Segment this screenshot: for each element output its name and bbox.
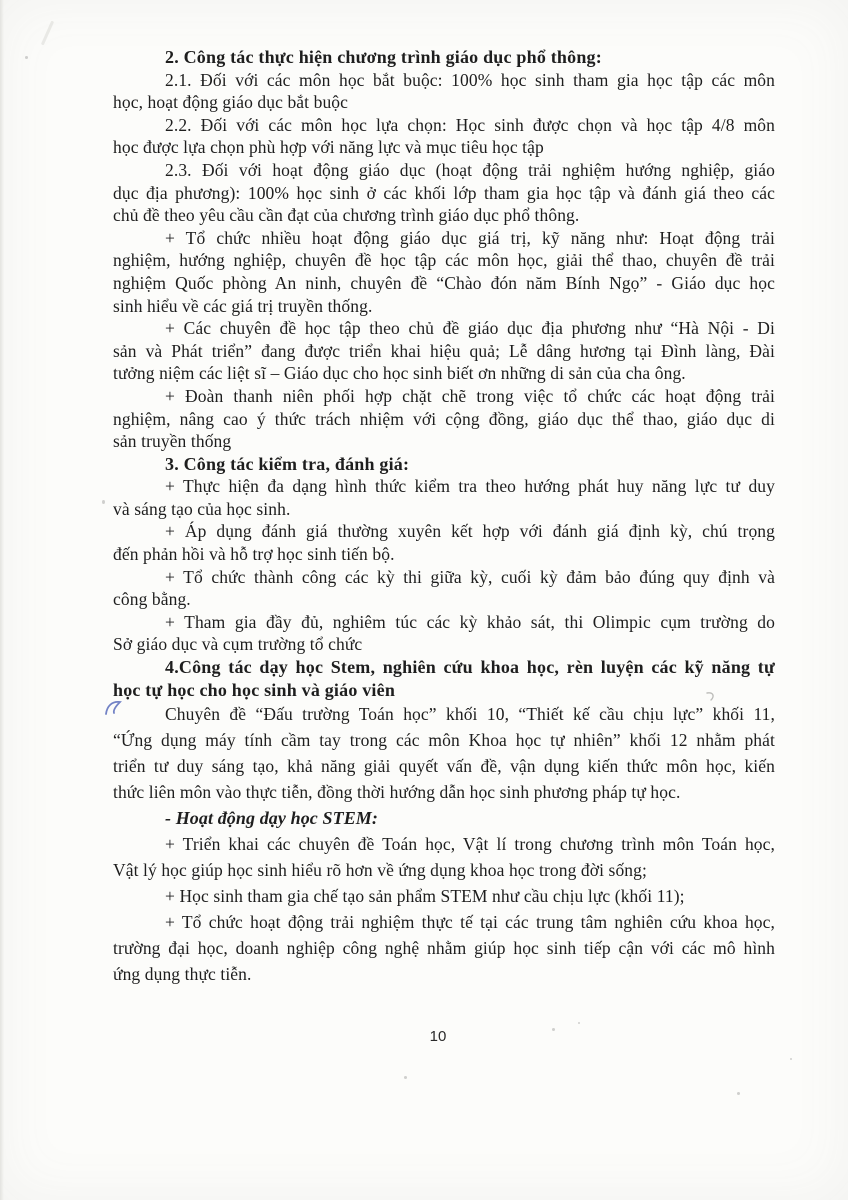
text-line: 2.1. Đối với các môn học bắt buộc: 100% học sinh tham gia học tập các môn [165,69,775,90]
text-line: trường đại học, doanh nghiệp công nghệ nhằm giúp học sinh tiếp cận với các mô hình [113,938,775,959]
text-line: tưởng niệm các liệt sĩ – Giáo dục cho học sinh biết ơn những di sản của cha ông. [113,363,686,384]
heading-line: 2. Công tác thực hiện chương trình giáo dục phổ thông: [165,47,602,67]
text-line: + Tổ chức nhiều hoạt động giáo dục giá trị, kỹ năng như: Hoạt động trải [165,227,775,248]
heading-line: học tự học cho học sinh và giáo viên [113,679,396,700]
scan-curl-mark [703,690,719,706]
scan-speck [737,1092,740,1095]
scan-edge-shadow [0,0,4,1200]
scan-speck [102,500,105,504]
text-line: nghiệm, hướng nghiệp, chuyên đề học tập các môn học, giải thể thao, chuyên đề trải [113,250,775,271]
text-line: sản và Phát triển” đang được triển khai hiệu quả; Lễ dâng hương tại Đình làng, Đài [113,340,775,361]
text-line: đến phản hồi và hỗ trợ học sinh tiến bộ. [113,544,395,565]
text-line: thức liên môn vào thực tiễn, đồng thời hướng dẫn học sinh phương pháp tự học. [113,782,681,803]
text-line: + Tham gia đầy đủ, nghiêm túc các kỳ khảo sát, thi Olimpic cụm trường do [165,611,775,632]
pen-mark [103,697,137,719]
text-line: công bằng. [113,589,191,610]
text-line: học được lựa chọn phù hợp với năng lực và mục tiêu học tập [113,137,544,158]
scan-streak [41,21,54,46]
scan-speck [404,1076,407,1079]
scan-speck [790,1058,792,1060]
heading-line: - Hoạt động dạy học STEM: [165,808,379,829]
text-line: “Ứng dụng máy tính cầm tay trong các môn Khoa học tự nhiên” khối 12 nhằm phát [113,730,775,751]
text-line: 2.3. Đối với hoạt động giáo dục (hoạt động trải nghiệm hướng nghiệp, giáo [165,159,775,180]
text-line: + Áp dụng đánh giá thường xuyên kết hợp với đánh giá định kỳ, chú trọng [165,521,775,542]
scan-speck [578,1022,580,1024]
text-line: và sáng tạo của học sinh. [113,498,291,519]
text-line: 2.2. Đối với các môn học lựa chọn: Học sinh được chọn và học tập 4/8 môn [165,114,775,135]
text-line: Vật lý học giúp học sinh hiểu rõ hơn về ứng dụng khoa học trong đời sống; [113,860,647,881]
text-line: Chuyên đề “Đấu trường Toán học” khối 10, “Thiết kế cầu chịu lực” khối 11, [165,704,775,725]
text-line: + Triển khai các chuyên đề Toán học, Vật lí trong chương trình môn Toán học, [165,834,775,855]
text-line: triển tư duy sáng tạo, khả năng giải quyết vấn đề, vận dụng kiến thức môn học, kiến [113,756,775,777]
page-number: 10 [429,1028,447,1045]
text-line: học, hoạt động giáo dục bắt buộc [113,92,349,113]
text-line: + Học sinh tham gia chế tạo sản phẩm STEM như cầu chịu lực (khối 11); [165,886,685,907]
text-line: + Các chuyên đề học tập theo chủ đề giáo dục địa phương như “Hà Nội - Di [165,318,775,339]
text-line: + Tổ chức thành công các kỳ thi giữa kỳ, cuối kỳ đảm bảo đúng quy định và [165,566,775,587]
text-line: ứng dụng thực tiễn. [113,964,252,985]
heading-line: 3. Công tác kiểm tra, đánh giá: [165,453,410,474]
text-line: + Thực hiện đa dạng hình thức kiểm tra theo hướng phát huy năng lực tư duy [165,476,775,497]
text-line: + Tổ chức hoạt động trải nghiệm thực tế tại các trung tâm nghiên cứu khoa học, [165,912,775,933]
heading-line: 4.Công tác dạy học Stem, nghiên cứu khoa học, rèn luyện các kỹ năng tự [165,657,775,678]
text-line: sản truyền thống [113,431,232,452]
text-line: + Đoàn thanh niên phối hợp chặt chẽ trong việc tổ chức các hoạt động trải [165,385,775,406]
text-line: nghiệm Quốc phòng An ninh, chuyên đề “Chào đón năm Bính Ngọ” - Giáo dục học [113,272,775,293]
text-line: dục địa phương): 100% học sinh ở các khối lớp tham gia học tập và đánh giá theo các [113,182,775,203]
scan-speck [25,56,28,59]
text-block [113,46,775,987]
text-line: sinh hiểu về các giá trị truyền thống. [113,295,373,316]
text-line: chủ đề theo yêu cầu cần đạt của chương trình giáo dục phổ thông. [113,205,580,226]
text-line: Sở giáo dục và cụm trường tổ chức [113,634,363,655]
text-line: nghiệm, nâng cao ý thức trách nhiệm với cộng đồng, giáo dục thể thao, giáo dục di [113,408,775,429]
